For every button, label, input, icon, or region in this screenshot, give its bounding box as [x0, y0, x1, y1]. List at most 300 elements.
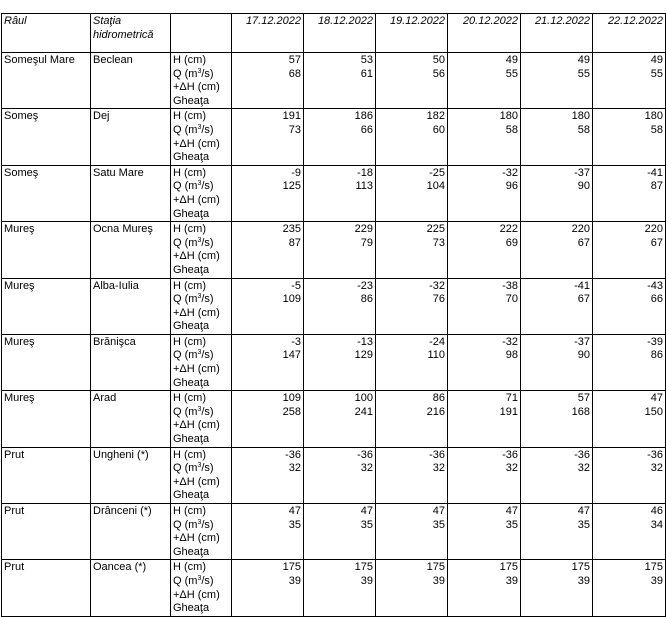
q-value: 87	[650, 180, 663, 193]
value-cell	[521, 222, 593, 278]
param-dh-label: +ΔH (cm)	[173, 81, 220, 94]
param-q-exponent: 3	[197, 349, 202, 357]
h-value: 109	[282, 392, 301, 405]
q-value: 35	[505, 518, 518, 531]
h-value: -43	[647, 279, 663, 292]
param-q-suffix: /s)	[201, 293, 214, 306]
param-ice-label: Gheaţa	[173, 94, 210, 107]
q-value: 55	[650, 67, 663, 80]
value-cell	[304, 165, 376, 221]
param-q-prefix: Q (m	[173, 518, 198, 531]
value-cell	[593, 222, 666, 278]
param-q-prefix: Q (m	[173, 67, 198, 80]
h-value: -38	[502, 279, 518, 292]
river-cell: Someş	[2, 165, 91, 221]
h-value: 175	[354, 561, 373, 574]
param-q-prefix: Q (m	[173, 123, 198, 136]
param-ice-label: Gheaţa	[173, 376, 210, 389]
h-value: 175	[426, 561, 445, 574]
value-cell	[232, 560, 304, 616]
h-value: -3	[291, 335, 301, 348]
h-value: -36	[285, 448, 301, 461]
param-q-suffix: /s)	[201, 518, 214, 531]
param-ice-label: Gheaţa	[173, 320, 210, 333]
value-cell	[376, 504, 448, 560]
q-value: 34	[650, 518, 663, 531]
q-value: 104	[426, 180, 445, 193]
h-value: 49	[650, 54, 663, 66]
q-value: 67	[577, 236, 590, 249]
h-value: -32	[429, 279, 445, 292]
q-value: 60	[432, 123, 445, 136]
value-cell	[304, 447, 376, 503]
q-value: 39	[505, 574, 518, 587]
q-value: 39	[650, 574, 663, 587]
header-date: 18.12.2022	[304, 14, 376, 53]
table-row	[2, 165, 666, 221]
h-value: -39	[647, 335, 663, 348]
value-cell	[593, 334, 666, 390]
value-cell	[304, 109, 376, 165]
header-date: 19.12.2022	[376, 14, 448, 53]
value-cell	[448, 165, 521, 221]
h-value: 175	[644, 561, 663, 574]
param-h-label: H (cm)	[173, 223, 206, 236]
param-q-suffix: /s)	[201, 67, 214, 80]
value-cell	[448, 109, 521, 165]
table-row	[2, 504, 666, 560]
h-value: 191	[282, 110, 301, 123]
river-cell: Mureş	[2, 391, 91, 447]
h-value: 100	[354, 392, 373, 405]
q-value: 35	[432, 518, 445, 531]
q-value: 67	[577, 293, 590, 306]
param-h-label: H (cm)	[173, 392, 206, 405]
param-q-exponent: 3	[197, 236, 202, 244]
h-value: 220	[644, 223, 663, 236]
header-station: Staţia hidrometrică	[91, 14, 171, 53]
q-value: 129	[354, 349, 373, 362]
station-cell: Brănişca	[91, 334, 171, 390]
param-q-label	[173, 124, 229, 138]
value-cell	[304, 560, 376, 616]
q-value: 150	[644, 405, 663, 418]
h-value: 180	[571, 110, 590, 123]
value-cell	[304, 53, 376, 109]
param-dh-label: +ΔH (cm)	[173, 588, 220, 601]
param-h-label: H (cm)	[173, 166, 206, 179]
h-value: 182	[426, 110, 445, 123]
h-value: 47	[360, 505, 373, 517]
q-value: 58	[650, 123, 663, 136]
param-q-exponent: 3	[197, 518, 202, 526]
q-value: 73	[432, 236, 445, 249]
param-q-suffix: /s)	[201, 574, 214, 587]
q-value: 69	[505, 236, 518, 249]
h-value: 47	[432, 505, 445, 517]
param-q-prefix: Q (m	[173, 405, 198, 418]
param-q-prefix: Q (m	[173, 180, 198, 193]
table-row	[2, 278, 666, 334]
station-cell: Ocna Mureş	[91, 222, 171, 278]
table-row	[2, 109, 666, 165]
river-cell: Mureş	[2, 222, 91, 278]
value-cell	[448, 222, 521, 278]
station-cell: Satu Mare	[91, 165, 171, 221]
river-cell: Prut	[2, 447, 91, 503]
table-header-row	[2, 14, 666, 53]
h-value: -36	[647, 448, 663, 461]
header-param	[171, 14, 232, 53]
param-q-prefix: Q (m	[173, 236, 198, 249]
h-value: 47	[505, 505, 518, 517]
table-row	[2, 447, 666, 503]
header-date: 22.12.2022	[593, 14, 666, 53]
table-row	[2, 222, 666, 278]
river-cell: Someşul Mare	[2, 53, 91, 109]
q-value: 35	[577, 518, 590, 531]
value-cell	[376, 447, 448, 503]
h-value: 49	[505, 54, 518, 66]
param-h-label: H (cm)	[173, 279, 206, 292]
station-cell: Beclean	[91, 53, 171, 109]
value-cell	[593, 504, 666, 560]
value-cell	[448, 278, 521, 334]
header-date: 20.12.2022	[448, 14, 521, 53]
value-cell	[521, 391, 593, 447]
q-value: 66	[650, 293, 663, 306]
q-value: 32	[650, 462, 663, 475]
h-value: 57	[577, 392, 590, 405]
param-q-suffix: /s)	[201, 405, 214, 418]
q-value: 58	[505, 123, 518, 136]
header-date: 17.12.2022	[232, 14, 304, 53]
q-value: 55	[577, 67, 590, 80]
value-cell	[232, 165, 304, 221]
param-ice-label: Gheaţa	[173, 207, 210, 220]
h-value: -36	[429, 448, 445, 461]
h-value: -36	[357, 448, 373, 461]
param-q-label	[173, 237, 229, 251]
q-value: 66	[360, 123, 373, 136]
value-cell	[304, 278, 376, 334]
h-value: -5	[291, 279, 301, 292]
param-ice-label: Gheaţa	[173, 433, 210, 446]
value-cell	[376, 53, 448, 109]
param-ice-label: Gheaţa	[173, 151, 210, 164]
h-value: 175	[282, 561, 301, 574]
q-value: 56	[432, 67, 445, 80]
value-cell	[521, 447, 593, 503]
parameter-cell	[171, 391, 232, 447]
station-cell: Drânceni (*)	[91, 504, 171, 560]
q-value: 241	[354, 405, 373, 418]
q-value: 35	[360, 518, 373, 531]
parameter-cell	[171, 447, 232, 503]
parameter-cell	[171, 560, 232, 616]
param-q-exponent: 3	[197, 67, 202, 75]
value-cell	[593, 560, 666, 616]
value-cell	[521, 53, 593, 109]
parameter-cell	[171, 334, 232, 390]
param-q-exponent: 3	[197, 405, 202, 413]
h-value: -24	[429, 335, 445, 348]
value-cell	[232, 109, 304, 165]
h-value: -32	[502, 166, 518, 179]
value-cell	[521, 109, 593, 165]
station-cell: Arad	[91, 391, 171, 447]
q-value: 32	[577, 462, 590, 475]
param-q-exponent: 3	[197, 180, 202, 188]
parameter-cell	[171, 53, 232, 109]
value-cell	[521, 504, 593, 560]
q-value: 109	[282, 293, 301, 306]
q-value: 39	[360, 574, 373, 587]
parameter-cell	[171, 504, 232, 560]
h-value: -9	[291, 166, 301, 179]
value-cell	[376, 334, 448, 390]
value-cell	[304, 504, 376, 560]
river-cell: Mureş	[2, 334, 91, 390]
value-cell	[232, 504, 304, 560]
param-dh-label: +ΔH (cm)	[173, 250, 220, 263]
param-q-label	[173, 349, 229, 363]
q-value: 58	[577, 123, 590, 136]
q-value: 90	[577, 349, 590, 362]
h-value: -32	[502, 335, 518, 348]
h-value: -37	[574, 335, 590, 348]
q-value: 79	[360, 236, 373, 249]
value-cell	[304, 334, 376, 390]
value-cell	[593, 447, 666, 503]
parameter-cell	[171, 278, 232, 334]
param-q-label	[173, 519, 229, 533]
q-value: 125	[282, 180, 301, 193]
param-q-prefix: Q (m	[173, 349, 198, 362]
value-cell	[593, 109, 666, 165]
q-value: 32	[432, 462, 445, 475]
table-row	[2, 53, 666, 109]
h-value: -36	[502, 448, 518, 461]
table-row	[2, 560, 666, 616]
river-cell: Prut	[2, 560, 91, 616]
h-value: -41	[574, 279, 590, 292]
param-ice-label: Gheaţa	[173, 489, 210, 502]
q-value: 258	[282, 405, 301, 418]
q-value: 32	[360, 462, 373, 475]
param-dh-label: +ΔH (cm)	[173, 532, 220, 545]
h-value: 53	[360, 54, 373, 66]
header-date: 21.12.2022	[521, 14, 593, 53]
h-value: -37	[574, 166, 590, 179]
table-body	[2, 53, 666, 617]
param-q-prefix: Q (m	[173, 574, 198, 587]
param-h-label: H (cm)	[173, 335, 206, 348]
h-value: 175	[571, 561, 590, 574]
station-cell: Alba-Iulia	[91, 278, 171, 334]
value-cell	[448, 447, 521, 503]
param-h-label: H (cm)	[173, 54, 206, 66]
value-cell	[376, 222, 448, 278]
value-cell	[232, 278, 304, 334]
h-value: 71	[505, 392, 518, 405]
q-value: 70	[505, 293, 518, 306]
q-value: 32	[288, 462, 301, 475]
q-value: 147	[282, 349, 301, 362]
q-value: 98	[505, 349, 518, 362]
h-value: 220	[571, 223, 590, 236]
param-q-suffix: /s)	[201, 180, 214, 193]
param-dh-label: +ΔH (cm)	[173, 193, 220, 206]
param-q-exponent: 3	[197, 123, 202, 131]
h-value: 235	[282, 223, 301, 236]
q-value: 35	[288, 518, 301, 531]
param-q-prefix: Q (m	[173, 293, 198, 306]
param-ice-label: Gheaţa	[173, 545, 210, 558]
param-dh-label: +ΔH (cm)	[173, 306, 220, 319]
q-value: 68	[288, 67, 301, 80]
param-h-label: H (cm)	[173, 561, 206, 574]
value-cell	[521, 165, 593, 221]
hydro-table-wrapper	[1, 13, 666, 617]
value-cell	[521, 278, 593, 334]
q-value: 113	[355, 180, 373, 193]
value-cell	[593, 53, 666, 109]
value-cell	[521, 560, 593, 616]
table-row	[2, 391, 666, 447]
q-value: 76	[432, 293, 445, 306]
value-cell	[376, 278, 448, 334]
q-value: 73	[288, 123, 301, 136]
value-cell	[448, 504, 521, 560]
h-value: -23	[357, 279, 373, 292]
station-cell: Ungheni (*)	[91, 447, 171, 503]
h-value: 46	[650, 505, 663, 517]
q-value: 110	[427, 349, 445, 362]
value-cell	[376, 560, 448, 616]
param-q-suffix: /s)	[201, 123, 214, 136]
q-value: 39	[288, 574, 301, 587]
q-value: 216	[426, 405, 445, 418]
value-cell	[376, 165, 448, 221]
q-value: 67	[650, 236, 663, 249]
value-cell	[232, 391, 304, 447]
h-value: 47	[288, 505, 301, 517]
h-value: 225	[426, 223, 445, 236]
h-value: -13	[357, 335, 373, 348]
table-row	[2, 334, 666, 390]
station-cell: Oancea (*)	[91, 560, 171, 616]
h-value: 175	[499, 561, 518, 574]
param-q-label	[173, 462, 229, 476]
h-value: 57	[288, 54, 301, 66]
q-value: 55	[505, 67, 518, 80]
h-value: 222	[499, 223, 518, 236]
q-value: 86	[650, 349, 663, 362]
param-q-label	[173, 293, 229, 307]
value-cell	[376, 391, 448, 447]
value-cell	[448, 391, 521, 447]
h-value: 180	[499, 110, 518, 123]
param-q-suffix: /s)	[201, 462, 214, 475]
h-value: -18	[357, 166, 373, 179]
value-cell	[448, 334, 521, 390]
param-h-label: H (cm)	[173, 448, 206, 461]
q-value: 61	[360, 67, 373, 80]
q-value: 39	[577, 574, 590, 587]
value-cell	[232, 334, 304, 390]
h-value: -36	[574, 448, 590, 461]
param-q-label	[173, 575, 229, 589]
q-value: 90	[577, 180, 590, 193]
h-value: 180	[644, 110, 663, 123]
param-dh-label: +ΔH (cm)	[173, 137, 220, 150]
h-value: 47	[577, 505, 590, 517]
param-q-label	[173, 180, 229, 194]
value-cell	[593, 165, 666, 221]
h-value: 186	[354, 110, 373, 123]
param-dh-label: +ΔH (cm)	[173, 419, 220, 432]
hydrological-data-table	[1, 13, 666, 617]
value-cell	[232, 447, 304, 503]
h-value: 229	[354, 223, 373, 236]
value-cell	[232, 53, 304, 109]
h-value: 47	[650, 392, 663, 405]
value-cell	[304, 391, 376, 447]
param-q-prefix: Q (m	[173, 462, 198, 475]
h-value: 86	[432, 392, 445, 405]
param-ice-label: Gheaţa	[173, 602, 210, 615]
param-q-label	[173, 406, 229, 420]
param-dh-label: +ΔH (cm)	[173, 475, 220, 488]
value-cell	[232, 222, 304, 278]
param-dh-label: +ΔH (cm)	[173, 363, 220, 376]
h-value: 50	[432, 54, 445, 66]
param-q-exponent: 3	[197, 293, 202, 301]
value-cell	[448, 560, 521, 616]
q-value: 191	[499, 405, 518, 418]
value-cell	[304, 222, 376, 278]
param-q-label	[173, 68, 229, 82]
param-q-suffix: /s)	[201, 349, 214, 362]
parameter-cell	[171, 109, 232, 165]
river-cell: Prut	[2, 504, 91, 560]
q-value: 39	[432, 574, 445, 587]
param-q-exponent: 3	[197, 574, 202, 582]
param-q-exponent: 3	[197, 462, 202, 470]
h-value: -25	[429, 166, 445, 179]
q-value: 32	[505, 462, 518, 475]
station-cell: Dej	[91, 109, 171, 165]
h-value: 49	[577, 54, 590, 66]
value-cell	[593, 278, 666, 334]
param-ice-label: Gheaţa	[173, 263, 210, 276]
q-value: 168	[571, 405, 590, 418]
river-cell: Someş	[2, 109, 91, 165]
q-value: 96	[505, 180, 518, 193]
q-value: 87	[288, 236, 301, 249]
q-value: 86	[360, 293, 373, 306]
param-q-suffix: /s)	[201, 236, 214, 249]
param-h-label: H (cm)	[173, 505, 206, 517]
value-cell	[376, 109, 448, 165]
value-cell	[448, 53, 521, 109]
river-cell: Mureş	[2, 278, 91, 334]
parameter-cell	[171, 165, 232, 221]
param-h-label: H (cm)	[173, 110, 206, 123]
header-river: Râul	[2, 14, 91, 53]
value-cell	[593, 391, 666, 447]
